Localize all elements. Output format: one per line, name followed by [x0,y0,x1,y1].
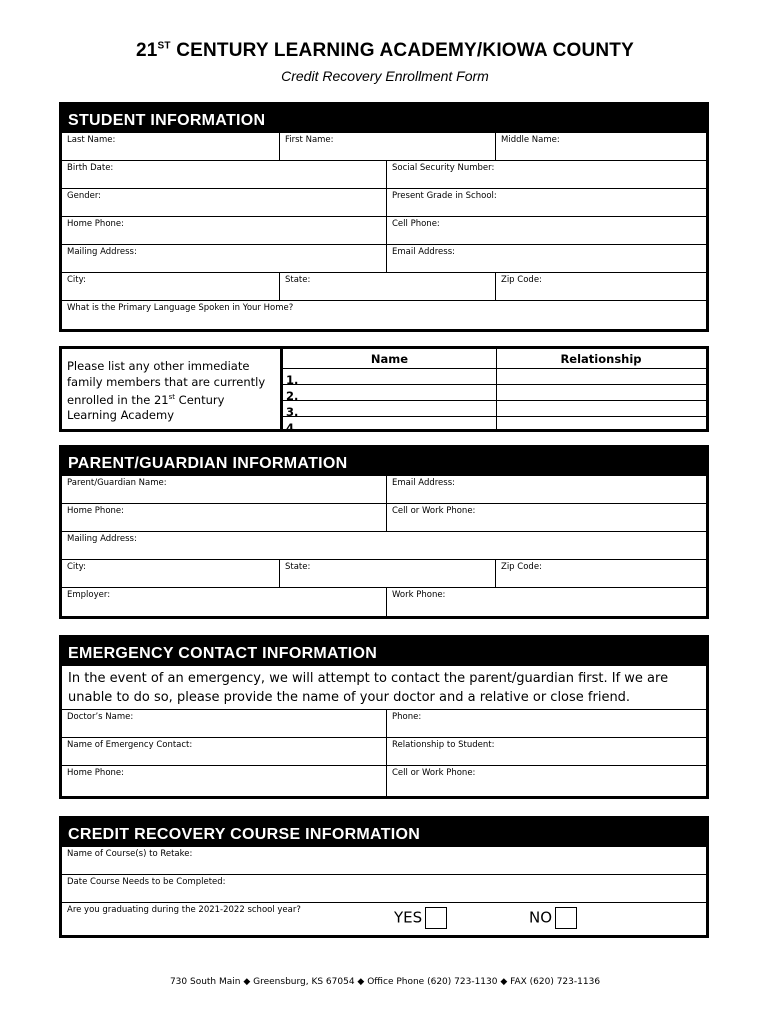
student-section [59,102,709,332]
completion-date-field[interactable]: Date Course Needs to be Completed: [67,877,226,887]
home-phone-field[interactable]: Home Phone: [67,219,124,229]
family-name-header: Name [370,352,409,366]
family-row[interactable]: 4. [286,421,299,435]
ssn-field[interactable]: Social Security Number: [386,161,706,188]
mailing-address-field[interactable]: Mailing Address: [67,247,137,257]
no-option[interactable]: NO [529,907,577,929]
city-field[interactable]: City: [67,275,86,285]
yes-checkbox[interactable] [425,907,447,929]
parent-home-phone-field[interactable]: Home Phone: [67,506,124,516]
doctor-phone-field[interactable]: Phone: [386,710,706,737]
emergency-note: In the event of an emergency, we will attempt to contact the parent/guardian first. If we are unable to do so, please provide the name of your doctor and a relative or close friend. [62,666,706,710]
birth-date-field[interactable]: Birth Date: [67,163,114,173]
yes-option[interactable]: YES [394,907,447,929]
family-row[interactable]: 1. [283,369,706,385]
first-name-field[interactable]: First Name: [279,133,495,160]
footer-address: 730 South Main ◆ Greensburg, KS 67054 ◆ Office Phone (620) 723-1130 ◆ FAX (620) 723-1136 [169,977,601,987]
email-field[interactable]: Email Address: [386,245,706,272]
parent-mailing-field[interactable]: Mailing Address: [67,534,137,544]
family-row[interactable]: 3. [283,401,706,417]
parent-work-phone-field[interactable]: Cell or Work Phone: [386,504,706,531]
zip-field[interactable]: Zip Code: [495,273,706,300]
parent-heading: PARENT/GUARDIAN INFORMATION [62,448,706,476]
course-heading: CREDIT RECOVERY COURSE INFORMATION [62,819,706,847]
gender-field[interactable]: Gender: [67,191,102,201]
parent-state-field[interactable]: State: [279,560,495,587]
emergency-cell-phone-field[interactable]: Cell or Work Phone: [386,766,706,796]
emergency-heading: EMERGENCY CONTACT INFORMATION [62,638,706,666]
family-relationship-header: Relationship [560,352,642,366]
emergency-home-phone-field[interactable]: Home Phone: [67,768,124,778]
no-checkbox[interactable] [555,907,577,929]
family-members-table [59,346,709,435]
employer-field[interactable]: Employer: [67,590,111,600]
emergency-section [59,635,709,799]
cell-phone-field[interactable]: Cell Phone: [386,217,706,244]
language-field[interactable]: What is the Primary Language Spoken in Your Home? [67,303,294,313]
family-row[interactable]: 2. [283,385,706,401]
graduating-question: Are you graduating during the 2021-2022 school year? [67,905,301,915]
last-name-field[interactable]: Last Name: [67,135,116,145]
relationship-field[interactable]: Relationship to Student: [386,738,706,765]
parent-section [59,445,709,619]
parent-city-field[interactable]: City: [67,562,86,572]
emergency-contact-field[interactable]: Name of Emergency Contact: [67,740,193,750]
course-section [59,816,709,938]
courses-field[interactable]: Name of Course(s) to Retake: [67,849,193,859]
doctor-name-field[interactable]: Doctor’s Name: [67,712,134,722]
parent-zip-field[interactable]: Zip Code: [495,560,706,587]
grade-field[interactable]: Present Grade in School: [386,189,706,216]
student-heading: STUDENT INFORMATION [62,105,706,133]
form-subtitle: Credit Recovery Enrollment Form [281,68,489,84]
middle-name-field[interactable]: Middle Name: [495,133,706,160]
form-title: 21ST CENTURY LEARNING ACADEMY/KIOWA COUNTY [136,40,634,61]
family-prompt: Please list any other immediate family members that are currently enrolled in the 21st Century Learning Academy [67,359,266,423]
parent-name-field[interactable]: Parent/Guardian Name: [67,478,167,488]
parent-email-field[interactable]: Email Address: [386,476,706,503]
state-field[interactable]: State: [279,273,495,300]
employer-phone-field[interactable]: Work Phone: [386,588,706,616]
